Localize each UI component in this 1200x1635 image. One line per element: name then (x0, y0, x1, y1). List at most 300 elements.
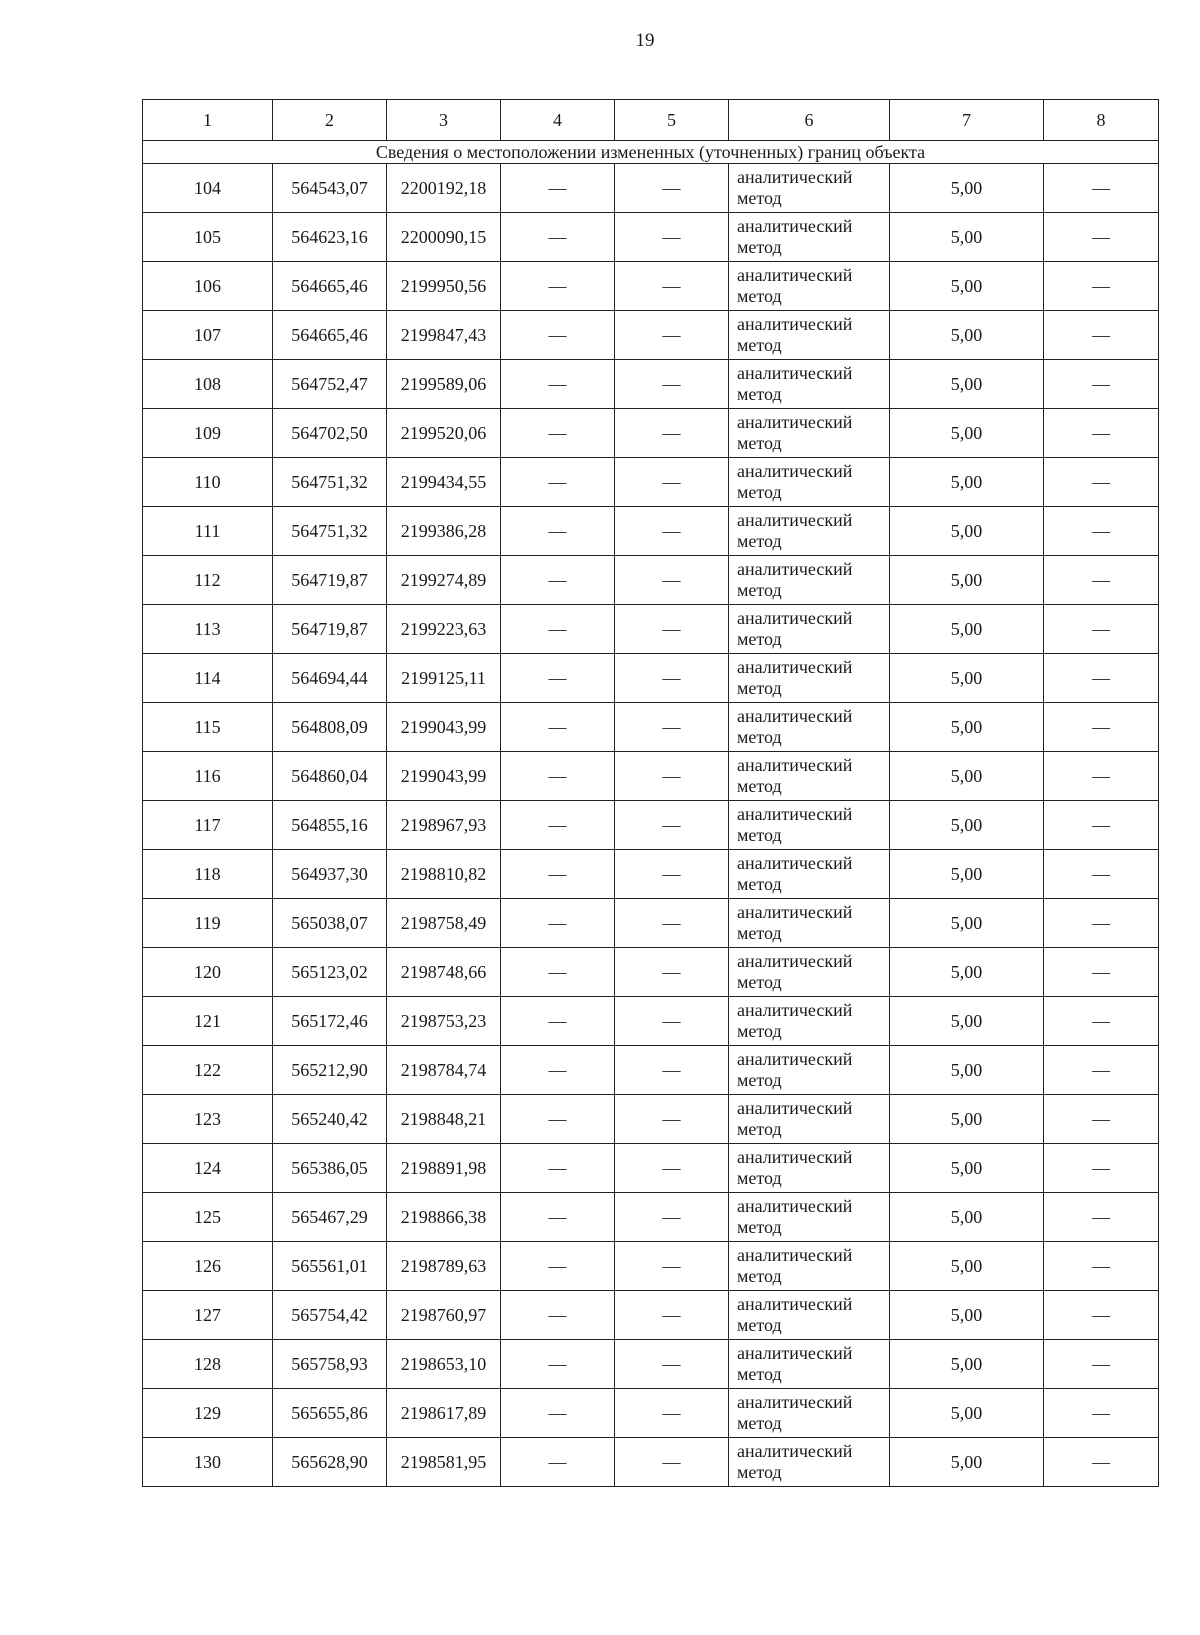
col4-value-cell: — (501, 360, 615, 409)
x-coordinate-cell: 564665,46 (273, 311, 387, 360)
method-line-1: аналитический (737, 755, 853, 775)
col8-value-cell: — (1044, 164, 1159, 213)
accuracy-cell: 5,00 (890, 801, 1044, 850)
col5-value-cell: — (615, 164, 729, 213)
x-coordinate-cell: 564719,87 (273, 605, 387, 654)
method-cell (729, 703, 890, 752)
y-coordinate-cell: 2199274,89 (387, 556, 501, 605)
method-line-1: аналитический (737, 461, 853, 481)
y-coordinate-cell: 2199847,43 (387, 311, 501, 360)
col4-value-cell: — (501, 654, 615, 703)
coordinates-table (142, 99, 1159, 1487)
method-line-1: аналитический (737, 265, 853, 285)
col5-value-cell: — (615, 556, 729, 605)
col4-value-cell: — (501, 1438, 615, 1487)
col5-value-cell: — (615, 409, 729, 458)
col5-value-cell: — (615, 605, 729, 654)
col8-value-cell: — (1044, 948, 1159, 997)
x-coordinate-cell: 564665,46 (273, 262, 387, 311)
accuracy-cell: 5,00 (890, 360, 1044, 409)
method-line-2: метод (737, 1070, 782, 1090)
col4-value-cell: — (501, 164, 615, 213)
y-coordinate-cell: 2198784,74 (387, 1046, 501, 1095)
method-line-2: метод (737, 874, 782, 894)
col5-value-cell: — (615, 1438, 729, 1487)
method-line-2: метод (737, 1462, 782, 1482)
method-cell (729, 311, 890, 360)
point-number-cell: 118 (143, 850, 273, 899)
method-cell (729, 850, 890, 899)
method-cell (729, 164, 890, 213)
point-number-cell: 109 (143, 409, 273, 458)
accuracy-cell: 5,00 (890, 1144, 1044, 1193)
col5-value-cell: — (615, 507, 729, 556)
method-cell (729, 752, 890, 801)
y-coordinate-cell: 2198866,38 (387, 1193, 501, 1242)
y-coordinate-cell: 2199589,06 (387, 360, 501, 409)
col5-value-cell: — (615, 948, 729, 997)
x-coordinate-cell: 564694,44 (273, 654, 387, 703)
y-coordinate-cell: 2198891,98 (387, 1144, 501, 1193)
accuracy-cell: 5,00 (890, 703, 1044, 752)
method-cell (729, 262, 890, 311)
col4-value-cell: — (501, 1389, 615, 1438)
table-row (143, 1340, 1159, 1389)
column-header: 5 (615, 100, 729, 141)
col8-value-cell: — (1044, 1242, 1159, 1291)
col5-value-cell: — (615, 213, 729, 262)
point-number-cell: 108 (143, 360, 273, 409)
col8-value-cell: — (1044, 1389, 1159, 1438)
method-line-2: метод (737, 188, 782, 208)
method-line-1: аналитический (737, 853, 853, 873)
table-row (143, 1144, 1159, 1193)
accuracy-cell: 5,00 (890, 409, 1044, 458)
table-row (143, 556, 1159, 605)
col8-value-cell: — (1044, 654, 1159, 703)
method-line-2: метод (737, 727, 782, 747)
y-coordinate-cell: 2198810,82 (387, 850, 501, 899)
method-cell (729, 801, 890, 850)
point-number-cell: 125 (143, 1193, 273, 1242)
col8-value-cell: — (1044, 1193, 1159, 1242)
method-line-2: метод (737, 433, 782, 453)
method-line-2: метод (737, 678, 782, 698)
accuracy-cell: 5,00 (890, 1389, 1044, 1438)
col5-value-cell: — (615, 997, 729, 1046)
col5-value-cell: — (615, 262, 729, 311)
col8-value-cell: — (1044, 703, 1159, 752)
table-row (143, 1095, 1159, 1144)
method-cell (729, 1193, 890, 1242)
point-number-cell: 117 (143, 801, 273, 850)
table-row (143, 507, 1159, 556)
point-number-cell: 119 (143, 899, 273, 948)
x-coordinate-cell: 565754,42 (273, 1291, 387, 1340)
section-title-row (143, 141, 1159, 164)
column-header: 2 (273, 100, 387, 141)
point-number-cell: 116 (143, 752, 273, 801)
method-cell (729, 899, 890, 948)
col4-value-cell: — (501, 948, 615, 997)
y-coordinate-cell: 2198789,63 (387, 1242, 501, 1291)
col8-value-cell: — (1044, 1438, 1159, 1487)
point-number-cell: 104 (143, 164, 273, 213)
col4-value-cell: — (501, 458, 615, 507)
col8-value-cell: — (1044, 458, 1159, 507)
col5-value-cell: — (615, 458, 729, 507)
y-coordinate-cell: 2199125,11 (387, 654, 501, 703)
col4-value-cell: — (501, 1046, 615, 1095)
column-header: 1 (143, 100, 273, 141)
method-line-1: аналитический (737, 706, 853, 726)
col5-value-cell: — (615, 311, 729, 360)
col4-value-cell: — (501, 262, 615, 311)
col4-value-cell: — (501, 1242, 615, 1291)
x-coordinate-cell: 564702,50 (273, 409, 387, 458)
col4-value-cell: — (501, 801, 615, 850)
table-row (143, 703, 1159, 752)
col4-value-cell: — (501, 1144, 615, 1193)
table-row (143, 899, 1159, 948)
x-coordinate-cell: 564808,09 (273, 703, 387, 752)
col5-value-cell: — (615, 703, 729, 752)
col8-value-cell: — (1044, 409, 1159, 458)
col4-value-cell: — (501, 213, 615, 262)
col8-value-cell: — (1044, 311, 1159, 360)
x-coordinate-cell: 565467,29 (273, 1193, 387, 1242)
x-coordinate-cell: 564751,32 (273, 507, 387, 556)
table-row (143, 850, 1159, 899)
method-line-1: аналитический (737, 1245, 853, 1265)
col4-value-cell: — (501, 899, 615, 948)
y-coordinate-cell: 2198581,95 (387, 1438, 501, 1487)
col8-value-cell: — (1044, 1291, 1159, 1340)
col4-value-cell: — (501, 1095, 615, 1144)
y-coordinate-cell: 2199386,28 (387, 507, 501, 556)
col4-value-cell: — (501, 850, 615, 899)
table-row (143, 605, 1159, 654)
col4-value-cell: — (501, 311, 615, 360)
accuracy-cell: 5,00 (890, 1438, 1044, 1487)
method-line-1: аналитический (737, 951, 853, 971)
table-row (143, 1389, 1159, 1438)
accuracy-cell: 5,00 (890, 164, 1044, 213)
col5-value-cell: — (615, 1193, 729, 1242)
y-coordinate-cell: 2200090,15 (387, 213, 501, 262)
method-line-2: метод (737, 237, 782, 257)
method-line-2: метод (737, 1021, 782, 1041)
method-line-1: аналитический (737, 1196, 853, 1216)
method-line-2: метод (737, 531, 782, 551)
x-coordinate-cell: 565123,02 (273, 948, 387, 997)
section-title: Сведения о местоположении измененных (уточненных) границ объекта (143, 141, 1159, 164)
col8-value-cell: — (1044, 507, 1159, 556)
x-coordinate-cell: 564855,16 (273, 801, 387, 850)
table-row (143, 948, 1159, 997)
method-cell (729, 409, 890, 458)
x-coordinate-cell: 564719,87 (273, 556, 387, 605)
method-cell (729, 997, 890, 1046)
method-line-1: аналитический (737, 314, 853, 334)
col5-value-cell: — (615, 1242, 729, 1291)
x-coordinate-cell: 565212,90 (273, 1046, 387, 1095)
accuracy-cell: 5,00 (890, 262, 1044, 311)
col5-value-cell: — (615, 801, 729, 850)
method-cell (729, 1144, 890, 1193)
accuracy-cell: 5,00 (890, 899, 1044, 948)
col8-value-cell: — (1044, 1144, 1159, 1193)
col8-value-cell: — (1044, 605, 1159, 654)
col5-value-cell: — (615, 1340, 729, 1389)
table-row (143, 1438, 1159, 1487)
col5-value-cell: — (615, 1291, 729, 1340)
x-coordinate-cell: 564623,16 (273, 213, 387, 262)
method-line-1: аналитический (737, 1441, 853, 1461)
accuracy-cell: 5,00 (890, 507, 1044, 556)
method-line-2: метод (737, 1364, 782, 1384)
x-coordinate-cell: 565561,01 (273, 1242, 387, 1291)
accuracy-cell: 5,00 (890, 311, 1044, 360)
col8-value-cell: — (1044, 556, 1159, 605)
method-cell (729, 1046, 890, 1095)
point-number-cell: 120 (143, 948, 273, 997)
point-number-cell: 110 (143, 458, 273, 507)
accuracy-cell: 5,00 (890, 850, 1044, 899)
col5-value-cell: — (615, 360, 729, 409)
table-row (143, 213, 1159, 262)
method-cell (729, 507, 890, 556)
col5-value-cell: — (615, 752, 729, 801)
col8-value-cell: — (1044, 850, 1159, 899)
method-line-1: аналитический (737, 804, 853, 824)
method-line-1: аналитический (737, 608, 853, 628)
point-number-cell: 105 (143, 213, 273, 262)
method-line-2: метод (737, 335, 782, 355)
method-line-1: аналитический (737, 902, 853, 922)
method-line-1: аналитический (737, 657, 853, 677)
point-number-cell: 115 (143, 703, 273, 752)
y-coordinate-cell: 2199950,56 (387, 262, 501, 311)
accuracy-cell: 5,00 (890, 654, 1044, 703)
method-line-1: аналитический (737, 559, 853, 579)
table-row (143, 801, 1159, 850)
point-number-cell: 114 (143, 654, 273, 703)
table-row (143, 458, 1159, 507)
column-number-row (143, 100, 1159, 141)
method-cell (729, 1291, 890, 1340)
col4-value-cell: — (501, 556, 615, 605)
y-coordinate-cell: 2200192,18 (387, 164, 501, 213)
col5-value-cell: — (615, 1095, 729, 1144)
point-number-cell: 128 (143, 1340, 273, 1389)
point-number-cell: 113 (143, 605, 273, 654)
x-coordinate-cell: 565240,42 (273, 1095, 387, 1144)
method-line-2: метод (737, 580, 782, 600)
col8-value-cell: — (1044, 1095, 1159, 1144)
accuracy-cell: 5,00 (890, 997, 1044, 1046)
y-coordinate-cell: 2198748,66 (387, 948, 501, 997)
column-header: 7 (890, 100, 1044, 141)
col8-value-cell: — (1044, 899, 1159, 948)
accuracy-cell: 5,00 (890, 948, 1044, 997)
method-cell (729, 1095, 890, 1144)
table-row (143, 1193, 1159, 1242)
y-coordinate-cell: 2198760,97 (387, 1291, 501, 1340)
point-number-cell: 111 (143, 507, 273, 556)
accuracy-cell: 5,00 (890, 213, 1044, 262)
x-coordinate-cell: 565628,90 (273, 1438, 387, 1487)
method-line-1: аналитический (737, 510, 853, 530)
point-number-cell: 121 (143, 997, 273, 1046)
column-header: 4 (501, 100, 615, 141)
method-line-2: метод (737, 1413, 782, 1433)
method-line-2: метод (737, 1168, 782, 1188)
col8-value-cell: — (1044, 360, 1159, 409)
y-coordinate-cell: 2199043,99 (387, 703, 501, 752)
accuracy-cell: 5,00 (890, 1242, 1044, 1291)
x-coordinate-cell: 565038,07 (273, 899, 387, 948)
col4-value-cell: — (501, 1340, 615, 1389)
method-cell (729, 605, 890, 654)
col8-value-cell: — (1044, 997, 1159, 1046)
method-line-1: аналитический (737, 1343, 853, 1363)
method-cell (729, 213, 890, 262)
y-coordinate-cell: 2199043,99 (387, 752, 501, 801)
column-header: 8 (1044, 100, 1159, 141)
method-line-2: метод (737, 776, 782, 796)
y-coordinate-cell: 2199434,55 (387, 458, 501, 507)
table-row (143, 1242, 1159, 1291)
accuracy-cell: 5,00 (890, 1193, 1044, 1242)
y-coordinate-cell: 2198753,23 (387, 997, 501, 1046)
col4-value-cell: — (501, 1291, 615, 1340)
x-coordinate-cell: 565655,86 (273, 1389, 387, 1438)
table-row (143, 409, 1159, 458)
accuracy-cell: 5,00 (890, 1046, 1044, 1095)
table-row (143, 360, 1159, 409)
method-line-2: метод (737, 1315, 782, 1335)
method-line-1: аналитический (737, 1392, 853, 1412)
col8-value-cell: — (1044, 262, 1159, 311)
method-line-1: аналитический (737, 167, 853, 187)
point-number-cell: 106 (143, 262, 273, 311)
col8-value-cell: — (1044, 1340, 1159, 1389)
method-cell (729, 360, 890, 409)
point-number-cell: 107 (143, 311, 273, 360)
method-cell (729, 1438, 890, 1487)
method-cell (729, 1389, 890, 1438)
accuracy-cell: 5,00 (890, 1095, 1044, 1144)
method-cell (729, 556, 890, 605)
col8-value-cell: — (1044, 213, 1159, 262)
y-coordinate-cell: 2199223,63 (387, 605, 501, 654)
method-line-1: аналитический (737, 1049, 853, 1069)
col5-value-cell: — (615, 899, 729, 948)
method-line-2: метод (737, 1217, 782, 1237)
table-row (143, 654, 1159, 703)
method-line-2: метод (737, 1119, 782, 1139)
col5-value-cell: — (615, 1046, 729, 1095)
point-number-cell: 127 (143, 1291, 273, 1340)
point-number-cell: 124 (143, 1144, 273, 1193)
x-coordinate-cell: 565386,05 (273, 1144, 387, 1193)
accuracy-cell: 5,00 (890, 1291, 1044, 1340)
col5-value-cell: — (615, 654, 729, 703)
point-number-cell: 122 (143, 1046, 273, 1095)
method-cell (729, 458, 890, 507)
col8-value-cell: — (1044, 1046, 1159, 1095)
accuracy-cell: 5,00 (890, 752, 1044, 801)
method-line-2: метод (737, 482, 782, 502)
method-line-2: метод (737, 923, 782, 943)
x-coordinate-cell: 564543,07 (273, 164, 387, 213)
col4-value-cell: — (501, 605, 615, 654)
accuracy-cell: 5,00 (890, 458, 1044, 507)
table-row (143, 997, 1159, 1046)
col4-value-cell: — (501, 507, 615, 556)
x-coordinate-cell: 564751,32 (273, 458, 387, 507)
y-coordinate-cell: 2199520,06 (387, 409, 501, 458)
table-row (143, 311, 1159, 360)
method-cell (729, 1242, 890, 1291)
method-line-2: метод (737, 1266, 782, 1286)
point-number-cell: 130 (143, 1438, 273, 1487)
x-coordinate-cell: 564860,04 (273, 752, 387, 801)
method-cell (729, 1340, 890, 1389)
method-line-1: аналитический (737, 1294, 853, 1314)
table-row (143, 1046, 1159, 1095)
col4-value-cell: — (501, 1193, 615, 1242)
col5-value-cell: — (615, 1389, 729, 1438)
column-header: 6 (729, 100, 890, 141)
method-line-1: аналитический (737, 216, 853, 236)
x-coordinate-cell: 565758,93 (273, 1340, 387, 1389)
method-line-2: метод (737, 629, 782, 649)
method-line-1: аналитический (737, 1147, 853, 1167)
col5-value-cell: — (615, 1144, 729, 1193)
y-coordinate-cell: 2198967,93 (387, 801, 501, 850)
col4-value-cell: — (501, 409, 615, 458)
method-cell (729, 654, 890, 703)
column-header: 3 (387, 100, 501, 141)
method-line-1: аналитический (737, 363, 853, 383)
col4-value-cell: — (501, 752, 615, 801)
table-row (143, 262, 1159, 311)
method-line-2: метод (737, 286, 782, 306)
method-line-1: аналитический (737, 412, 853, 432)
method-cell (729, 948, 890, 997)
method-line-2: метод (737, 972, 782, 992)
method-line-1: аналитический (737, 1000, 853, 1020)
col5-value-cell: — (615, 850, 729, 899)
accuracy-cell: 5,00 (890, 605, 1044, 654)
point-number-cell: 129 (143, 1389, 273, 1438)
method-line-2: метод (737, 825, 782, 845)
x-coordinate-cell: 564937,30 (273, 850, 387, 899)
col4-value-cell: — (501, 703, 615, 752)
accuracy-cell: 5,00 (890, 556, 1044, 605)
x-coordinate-cell: 564752,47 (273, 360, 387, 409)
col4-value-cell: — (501, 997, 615, 1046)
col8-value-cell: — (1044, 752, 1159, 801)
col8-value-cell: — (1044, 801, 1159, 850)
y-coordinate-cell: 2198617,89 (387, 1389, 501, 1438)
method-line-1: аналитический (737, 1098, 853, 1118)
table-row (143, 752, 1159, 801)
y-coordinate-cell: 2198653,10 (387, 1340, 501, 1389)
page-number: 19 (635, 30, 655, 51)
